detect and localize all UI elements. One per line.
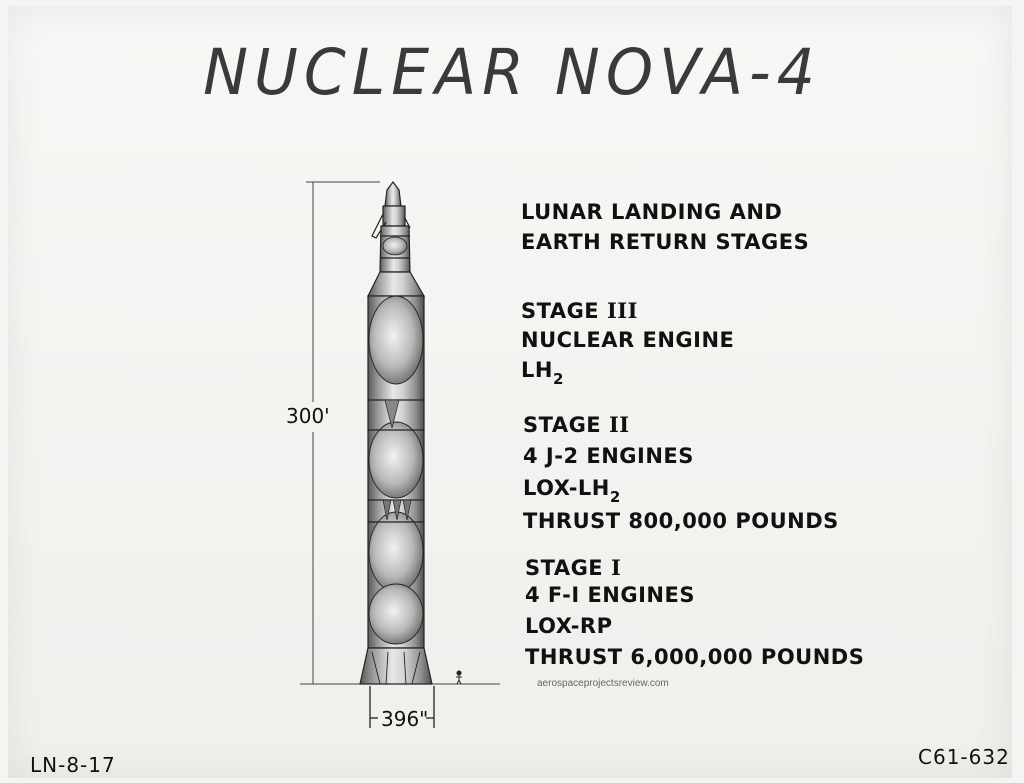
stage-1-fuel: LOX-RP <box>525 614 613 638</box>
stage-2-name <box>523 412 630 437</box>
stage-1-numeral: I <box>610 555 622 580</box>
stage-3-fuel-main: LH <box>521 358 553 382</box>
stage-2-fuel-main: LOX-LH <box>523 476 610 500</box>
stage-3-prefix: STAGE <box>521 299 600 323</box>
stage-1-thrust: THRUST 6,000,000 POUNDS <box>525 645 865 669</box>
stage-2-fuel <box>523 476 621 506</box>
page-title: NUCLEAR NOVA-4 <box>203 36 821 110</box>
person-scale-icon <box>456 671 462 684</box>
stage-3-name <box>521 298 638 323</box>
stage-3-fuel-subscript: 2 <box>552 370 564 388</box>
stage-2-numeral: II <box>608 412 630 437</box>
stage-2-prefix: STAGE <box>523 413 602 437</box>
watermark: aerospaceprojectsreview.com <box>537 678 669 689</box>
stage-3-numeral: III <box>606 298 638 323</box>
stage-3-engine: NUCLEAR ENGINE <box>521 328 735 352</box>
height-label: 300' <box>286 404 330 428</box>
stage-1-engine: 4 F-I ENGINES <box>525 583 695 607</box>
diameter-label: 396" <box>381 707 429 731</box>
upper-stage-line-2: EARTH RETURN STAGES <box>521 230 810 254</box>
code-right: C61-632 <box>918 745 1010 769</box>
rocket-body <box>360 182 432 684</box>
stage-1-name <box>525 555 621 580</box>
stage-3-fuel <box>521 358 564 388</box>
upper-stage-line-1: LUNAR LANDING AND <box>521 200 783 224</box>
stage-2-fuel-subscript: 2 <box>609 488 621 506</box>
stage-1-prefix: STAGE <box>525 556 604 580</box>
stage-2-engine: 4 J-2 ENGINES <box>523 444 694 468</box>
code-left: LN-8-17 <box>30 753 116 777</box>
stage-2-thrust: THRUST 800,000 POUNDS <box>523 509 839 533</box>
